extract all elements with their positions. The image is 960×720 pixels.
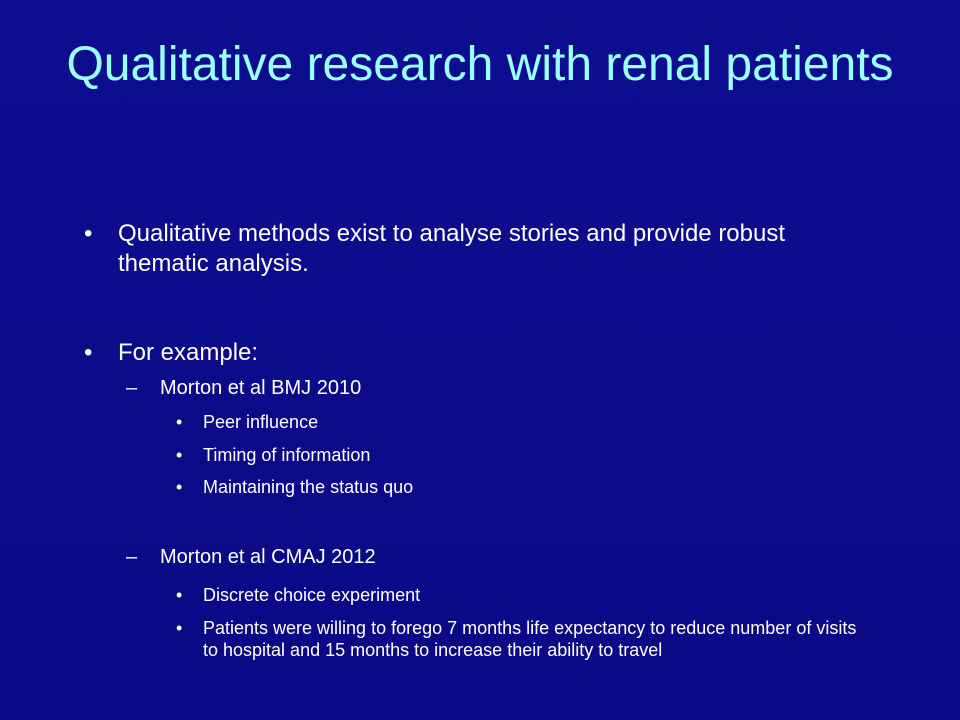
- bullet-icon: •: [176, 585, 183, 605]
- bullet-point-methods: [84, 219, 844, 279]
- dash-icon: –: [126, 377, 138, 399]
- bullet-text: For example:: [118, 339, 259, 366]
- bullet-text: Qualitative methods exist to analyse stories and provide robust thematic analysis.: [118, 220, 786, 277]
- bullet-icon: •: [176, 412, 183, 432]
- bullet-icon: •: [176, 477, 183, 497]
- detail-text: Patients were willing to forego 7 months life expectancy to reduce number of visits to hospital and 15 months to increase their ability to travel: [203, 618, 857, 660]
- detail-item: [176, 584, 876, 606]
- detail-text: Timing of information: [203, 445, 371, 465]
- dash-icon: –: [126, 546, 138, 568]
- detail-text: Discrete choice experiment: [203, 585, 421, 605]
- bullet-icon: •: [84, 220, 93, 247]
- sub-bullet-text: Morton et al CMAJ 2012: [160, 546, 376, 568]
- detail-text: Maintaining the status quo: [203, 477, 414, 497]
- bullet-icon: •: [176, 618, 183, 638]
- bullet-icon: •: [176, 445, 183, 465]
- detail-item: [176, 476, 876, 498]
- detail-item: [176, 411, 876, 433]
- sub-bullet-text: Morton et al BMJ 2010: [160, 377, 362, 399]
- detail-item: [176, 444, 876, 466]
- bullet-icon: •: [84, 339, 93, 366]
- slide-title: Qualitative research with renal patients: [66, 38, 894, 91]
- detail-text: Peer influence: [203, 412, 319, 432]
- bullet-point-example: [84, 338, 844, 368]
- sub-bullet-study-bmj: [126, 376, 826, 400]
- sub-bullet-study-cmaj: [126, 545, 826, 569]
- detail-item: [176, 617, 866, 661]
